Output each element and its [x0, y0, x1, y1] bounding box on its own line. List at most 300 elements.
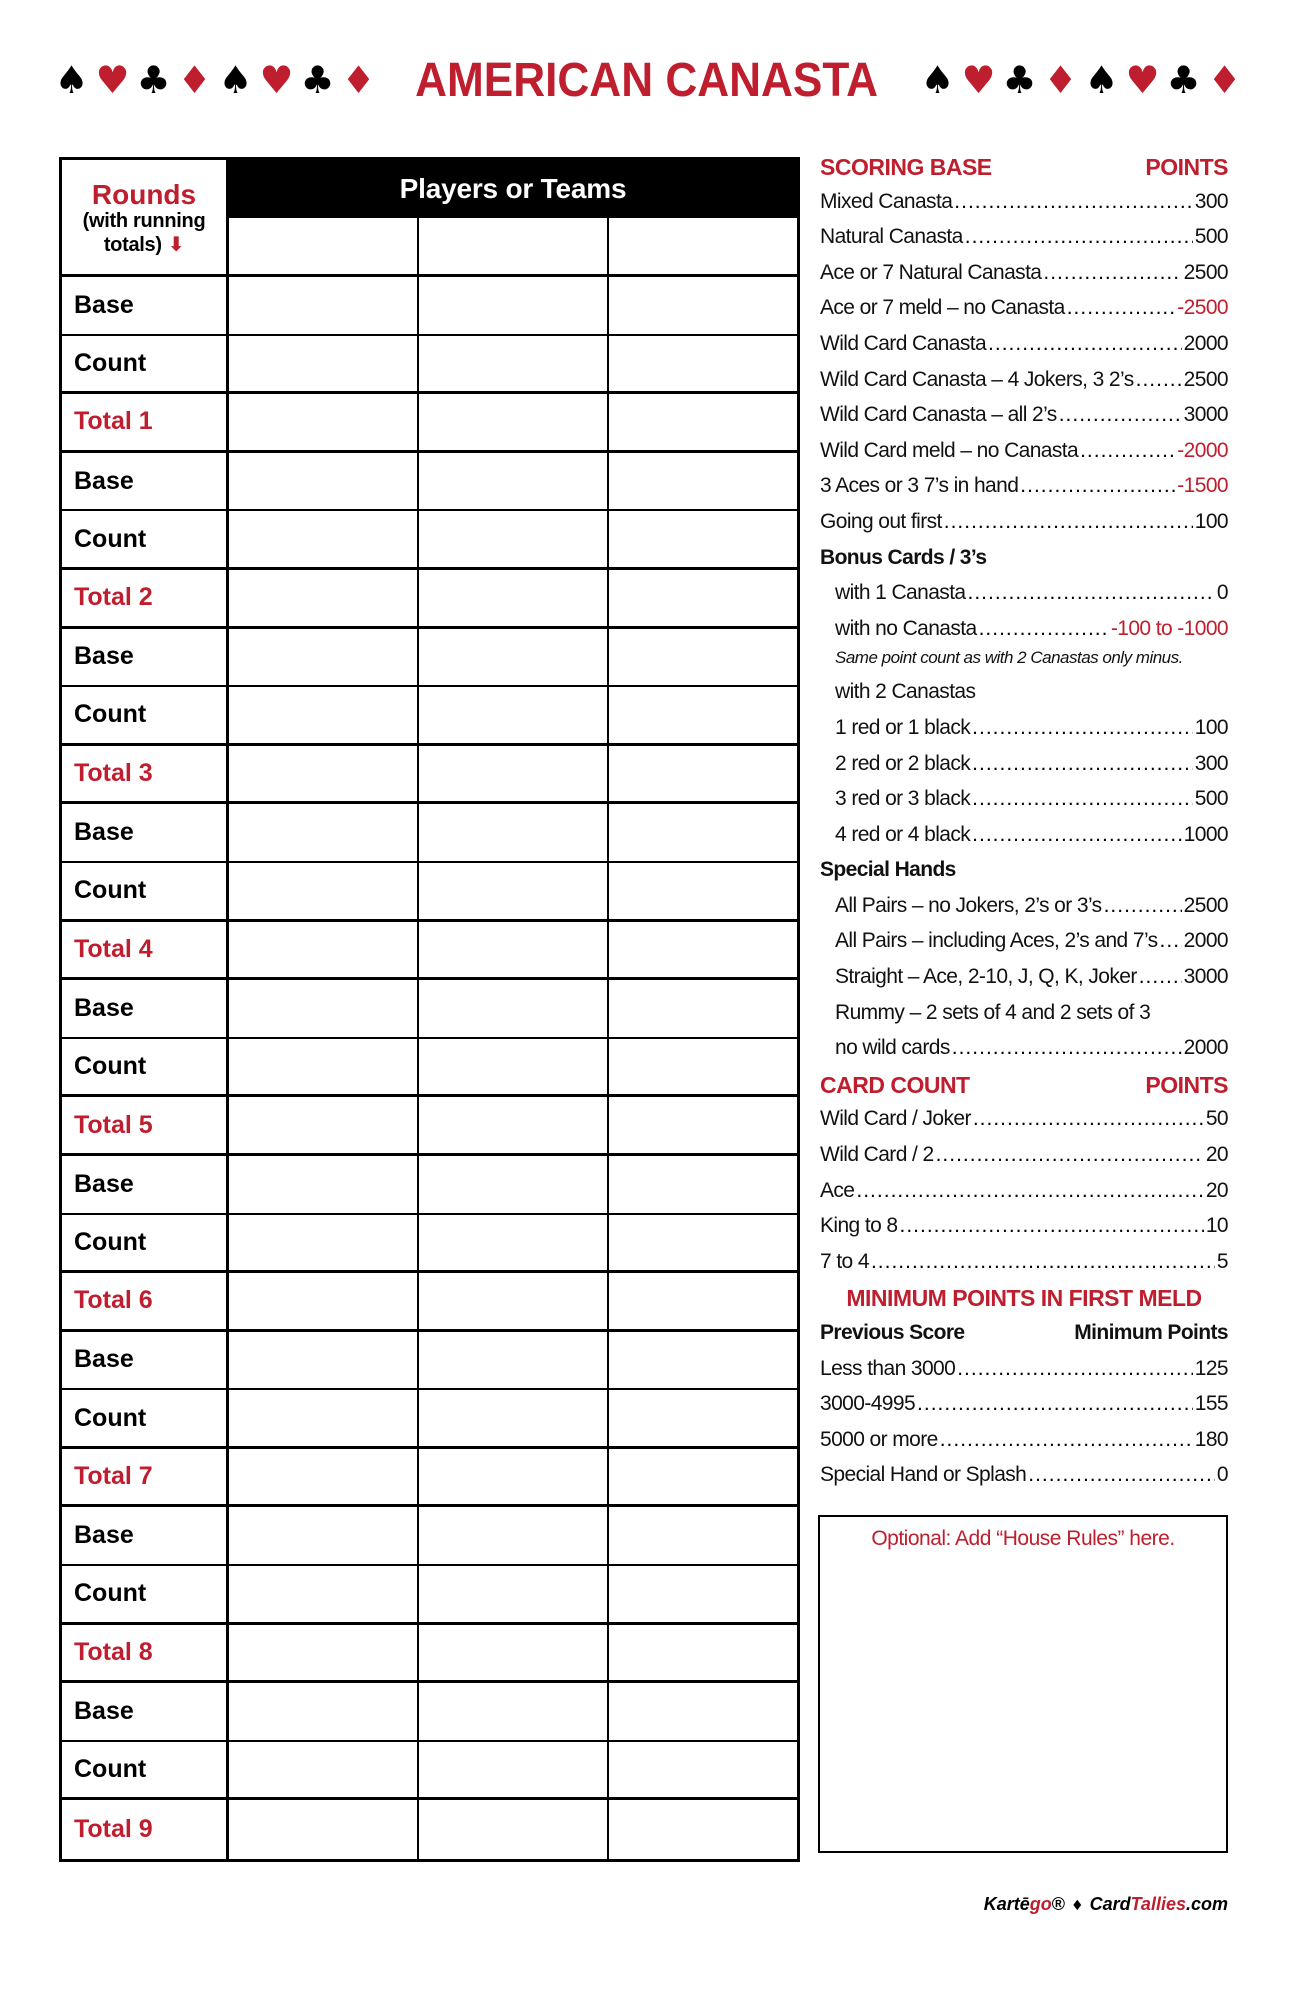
score-cell[interactable]: [229, 863, 419, 919]
score-cell[interactable]: [419, 746, 609, 802]
rule-line: [820, 1353, 1228, 1389]
dot-leader: [1043, 261, 1181, 285]
score-cell[interactable]: [229, 687, 419, 743]
dot-leader: [1160, 929, 1182, 953]
house-rules-label: Optional: Add “House Rules” here.: [871, 1527, 1175, 1550]
dot-leader: [973, 1107, 1204, 1131]
rule-points: 2000: [1183, 1036, 1228, 1060]
dot-leader: [972, 752, 1193, 776]
score-cell[interactable]: [419, 336, 609, 392]
dot-leader: [965, 225, 1193, 249]
row-label: Base: [62, 1507, 229, 1564]
rule-points: 0: [1216, 1463, 1228, 1487]
score-cell[interactable]: [609, 336, 797, 392]
rule-points: -1500: [1177, 474, 1228, 498]
table-row-base: [62, 629, 797, 688]
score-cell[interactable]: [609, 570, 797, 626]
rule-label: All Pairs – no Jokers, 2’s or 3’s: [835, 893, 1102, 917]
score-cell[interactable]: [229, 1507, 419, 1564]
score-cell[interactable]: [419, 1390, 609, 1446]
rule-points: 10: [1205, 1214, 1228, 1238]
dot-leader: [972, 716, 1193, 740]
rule-points: 2000: [1183, 929, 1228, 953]
spade-icon: ♠: [218, 58, 253, 102]
score-cell[interactable]: [419, 1683, 609, 1740]
score-cell[interactable]: [609, 1156, 797, 1213]
rule-points: -100 to -1000: [1110, 616, 1228, 640]
brand-part1: Kart: [983, 1894, 1020, 1914]
player-name-cell[interactable]: [609, 218, 797, 274]
section-title: CARD COUNT: [820, 1071, 970, 1098]
score-cell[interactable]: [419, 1566, 609, 1622]
score-cell[interactable]: [229, 1332, 419, 1389]
rule-label: no wild cards: [835, 1036, 950, 1060]
table-row-count: [62, 1215, 797, 1274]
score-cell[interactable]: [609, 1507, 797, 1564]
heart-icon: ♥: [1125, 58, 1160, 102]
spade-icon: ♠: [54, 58, 89, 102]
score-cell[interactable]: [229, 922, 419, 978]
section-points-label: POINTS: [1145, 154, 1228, 180]
score-cell[interactable]: [419, 1039, 609, 1095]
rule-line: [820, 506, 1228, 542]
rule-label: 2 red or 2 black: [835, 751, 971, 775]
score-cell[interactable]: [419, 1215, 609, 1271]
row-label: Base: [62, 980, 229, 1037]
rule-points: 2500: [1183, 260, 1228, 284]
row-label: Total 8: [62, 1625, 229, 1681]
score-cell[interactable]: [609, 804, 797, 861]
score-cell[interactable]: [419, 1507, 609, 1564]
rule-points: 1000: [1183, 822, 1228, 846]
rule-label: Wild Card / Joker: [820, 1107, 971, 1131]
rule-line: [820, 1388, 1228, 1424]
table-row-count: [62, 863, 797, 922]
table-row-total: [62, 746, 797, 805]
rule-line: [820, 292, 1228, 328]
row-label: Base: [62, 1156, 229, 1213]
club-icon: ♣: [300, 58, 335, 102]
table-row-base: [62, 1683, 797, 1742]
rule-text: with 2 Canastas: [835, 680, 976, 704]
row-label: Base: [62, 277, 229, 334]
rule-label: 4 red or 4 black: [835, 822, 971, 846]
dot-leader: [952, 1036, 1182, 1060]
rule-line: [820, 1032, 1228, 1068]
dot-leader: [972, 787, 1193, 811]
table-row-total: [62, 394, 797, 453]
score-cell[interactable]: [609, 1332, 797, 1389]
rule-line: [820, 221, 1228, 257]
row-label: Count: [62, 1742, 229, 1798]
table-row-base: [62, 980, 797, 1039]
score-cell[interactable]: [229, 1156, 419, 1213]
rule-line: [820, 925, 1228, 961]
rule-line: [820, 435, 1228, 471]
section-heading: [820, 1068, 1228, 1104]
score-cell[interactable]: [609, 746, 797, 802]
registered-mark: ®: [1051, 1894, 1066, 1914]
dot-leader: [1080, 439, 1175, 463]
rule-points: 50: [1205, 1107, 1228, 1131]
players-title: Players or Teams: [229, 160, 797, 218]
rule-line: [820, 819, 1228, 855]
rule-points: 300: [1194, 751, 1228, 775]
table-row-base: [62, 453, 797, 512]
arrow-down-icon: ⬇: [167, 231, 185, 256]
rule-line: [820, 613, 1228, 649]
score-cell[interactable]: [609, 394, 797, 450]
table-row-base: [62, 804, 797, 863]
rule-label: 5000 or more: [820, 1427, 938, 1451]
rule-points: 125: [1194, 1356, 1228, 1380]
dot-leader: [1059, 403, 1182, 427]
score-cell[interactable]: [419, 687, 609, 743]
table-row-total: [62, 1800, 797, 1859]
row-label: Count: [62, 1039, 229, 1095]
row-label: Count: [62, 511, 229, 567]
section-title: MINIMUM POINTS IN FIRST MELD: [846, 1285, 1202, 1312]
score-cell[interactable]: [609, 511, 797, 567]
rule-line: [820, 1459, 1228, 1495]
score-cell[interactable]: [229, 1800, 419, 1859]
row-label: Total 1: [62, 394, 229, 450]
table-row-total: [62, 922, 797, 981]
rule-points: 20: [1205, 1143, 1228, 1167]
row-label: Total 9: [62, 1800, 229, 1859]
diamond-separator-icon: ♦: [1071, 1898, 1084, 1914]
score-cell[interactable]: [609, 1683, 797, 1740]
left-suit-row: [54, 58, 376, 102]
row-label: Count: [62, 1215, 229, 1271]
rule-points: 155: [1194, 1392, 1228, 1416]
rule-points: 500: [1194, 787, 1228, 811]
score-cell[interactable]: [229, 1097, 419, 1153]
rule-points: 180: [1194, 1427, 1228, 1451]
footer-credit: [984, 1894, 1228, 1915]
rule-line: [820, 328, 1228, 364]
score-cell[interactable]: [609, 1625, 797, 1681]
score-cell[interactable]: [609, 980, 797, 1037]
row-label: Count: [62, 1390, 229, 1446]
dot-leader: [1104, 894, 1182, 918]
score-cell[interactable]: [229, 1683, 419, 1740]
table-row-total: [62, 570, 797, 629]
player-name-cell[interactable]: [419, 218, 609, 274]
table-row-count: [62, 1390, 797, 1449]
table-row-count: [62, 1039, 797, 1098]
score-cell[interactable]: [229, 1390, 419, 1446]
rule-label: Going out first: [820, 509, 942, 533]
table-row-base: [62, 1156, 797, 1215]
row-label: Base: [62, 1683, 229, 1740]
rounds-subtitle-2: totals): [103, 233, 162, 256]
row-label: Total 6: [62, 1273, 229, 1329]
rule-line: [820, 577, 1228, 613]
dot-leader: [917, 1392, 1193, 1416]
rule-label: 3 Aces or 3 7’s in hand: [820, 474, 1019, 498]
dot-leader: [871, 1250, 1215, 1274]
rule-label: Ace or 7 meld – no Canasta: [820, 296, 1065, 320]
dot-leader: [1136, 368, 1182, 392]
score-cell[interactable]: [609, 1390, 797, 1446]
rule-text: Rummy – 2 sets of 4 and 2 sets of 3: [835, 1000, 1151, 1024]
dot-leader: [972, 823, 1182, 847]
row-label: Total 4: [62, 922, 229, 978]
score-cell[interactable]: [609, 1800, 797, 1859]
rule-line: [820, 712, 1228, 748]
rule-line: [820, 399, 1228, 435]
right-suit-row: [920, 58, 1242, 102]
rule-points: 20: [1205, 1178, 1228, 1202]
row-label: Base: [62, 629, 229, 686]
rule-label: All Pairs – including Aces, 2’s and 7’s: [835, 929, 1158, 953]
rule-label: 3 red or 3 black: [835, 787, 971, 811]
house-rules-box[interactable]: [818, 1515, 1228, 1853]
rules-panel: [820, 150, 1228, 1495]
score-cell[interactable]: [229, 1625, 419, 1681]
rule-label: 3000-4995: [820, 1392, 916, 1416]
row-label: Count: [62, 1566, 229, 1622]
score-cell[interactable]: [419, 804, 609, 861]
table-row-base: [62, 1507, 797, 1566]
score-cell[interactable]: [609, 687, 797, 743]
rule-label: Natural Canasta: [820, 225, 963, 249]
score-cell[interactable]: [419, 277, 609, 334]
heart-icon: ♥: [259, 58, 294, 102]
score-cell[interactable]: [609, 1566, 797, 1622]
table-row-base: [62, 1332, 797, 1391]
score-cell[interactable]: [229, 511, 419, 567]
score-cell[interactable]: [229, 1566, 419, 1622]
row-label: Base: [62, 804, 229, 861]
score-cell[interactable]: [419, 1097, 609, 1153]
score-cell[interactable]: [609, 922, 797, 978]
table-row-count: [62, 511, 797, 570]
row-label: Count: [62, 336, 229, 392]
dot-leader: [936, 1143, 1204, 1167]
diamond-icon: ♦: [341, 58, 376, 102]
site-part3: .com: [1185, 1894, 1228, 1914]
score-cell[interactable]: [609, 1273, 797, 1329]
score-cell[interactable]: [229, 277, 419, 334]
score-cell[interactable]: [419, 1273, 609, 1329]
row-label: Total 5: [62, 1097, 229, 1153]
rule-line: [820, 1175, 1228, 1211]
rule-label: Wild Card Canasta – all 2’s: [820, 403, 1057, 427]
rule-label: Wild Card Canasta – 4 Jokers, 3 2’s: [820, 367, 1134, 391]
title-bar: [0, 48, 1294, 112]
diamond-icon: ♦: [1207, 58, 1242, 102]
club-icon: ♣: [1002, 58, 1037, 102]
rule-label: Special Hand or Splash: [820, 1463, 1027, 1487]
score-table: [59, 157, 800, 1862]
brand-e: ē: [1019, 1894, 1030, 1914]
rounds-title: Rounds: [91, 178, 197, 210]
subheading: [820, 1317, 1228, 1353]
rule-line: [820, 748, 1228, 784]
rule-points: 3000: [1183, 403, 1228, 427]
score-cell[interactable]: [419, 1742, 609, 1798]
score-cell[interactable]: [609, 277, 797, 334]
rounds-header: [62, 160, 229, 274]
score-cell[interactable]: [609, 453, 797, 510]
dot-leader: [1139, 965, 1182, 989]
rule-points: 500: [1194, 225, 1228, 249]
rule-line: [820, 961, 1228, 997]
dot-leader: [1028, 1463, 1215, 1487]
rule-line: [820, 470, 1228, 506]
score-cell[interactable]: [609, 1039, 797, 1095]
score-cell[interactable]: [229, 1449, 419, 1505]
rule-label: 1 red or 1 black: [835, 715, 971, 739]
dot-leader: [900, 1214, 1204, 1238]
table-row-total: [62, 1273, 797, 1332]
score-cell[interactable]: [229, 453, 419, 510]
rule-line: [820, 364, 1228, 400]
club-icon: ♣: [136, 58, 171, 102]
heart-icon: ♥: [961, 58, 996, 102]
score-cell[interactable]: [229, 629, 419, 686]
rule-points: 3000: [1183, 965, 1228, 989]
rule-line: [820, 1210, 1228, 1246]
site-part2: Tallies: [1130, 1894, 1186, 1914]
row-label: Total 7: [62, 1449, 229, 1505]
rule-note: Same point count as with 2 Canastas only minus.: [835, 648, 1183, 668]
score-cell[interactable]: [419, 1449, 609, 1505]
dot-leader: [1067, 296, 1176, 320]
rule-label: King to 8: [820, 1214, 898, 1238]
rule-label: Ace or 7 Natural Canasta: [820, 260, 1042, 284]
dot-leader: [940, 1428, 1193, 1452]
rule-label: Wild Card / 2: [820, 1143, 934, 1167]
rule-line: [820, 186, 1228, 222]
rule-points: 2500: [1183, 367, 1228, 391]
score-cell[interactable]: [419, 629, 609, 686]
rule-line: [820, 1424, 1228, 1460]
players-header: [229, 160, 797, 274]
row-label: Total 3: [62, 746, 229, 802]
row-label: Count: [62, 863, 229, 919]
score-cell[interactable]: [419, 1332, 609, 1389]
rule-line: [820, 1246, 1228, 1282]
spade-icon: ♠: [920, 58, 955, 102]
dot-leader: [979, 617, 1109, 641]
row-label: Total 2: [62, 570, 229, 626]
table-row-count: [62, 336, 797, 395]
table-row-total: [62, 1449, 797, 1508]
spade-icon: ♠: [1084, 58, 1119, 102]
dot-leader: [968, 581, 1215, 605]
rule-points: 100: [1194, 715, 1228, 739]
score-cell[interactable]: [229, 570, 419, 626]
rule-label: Ace: [820, 1178, 855, 1202]
table-row-count: [62, 1566, 797, 1625]
row-label: Base: [62, 453, 229, 510]
subheading-label: Special Hands: [820, 858, 956, 882]
table-row-total: [62, 1625, 797, 1684]
rule-label: Less than 3000: [820, 1356, 956, 1380]
page-title: AMERICAN CANASTA: [415, 53, 879, 107]
score-cell[interactable]: [419, 922, 609, 978]
rule-label: 7 to 4: [820, 1249, 869, 1273]
score-cell[interactable]: [419, 1156, 609, 1213]
score-cell[interactable]: [609, 629, 797, 686]
score-cell[interactable]: [229, 336, 419, 392]
rule-label: with 1 Canasta: [835, 581, 966, 605]
score-cell[interactable]: [229, 980, 419, 1037]
player-name-cell[interactable]: [229, 218, 419, 274]
rule-points: 300: [1194, 189, 1228, 213]
score-cell[interactable]: [419, 1800, 609, 1859]
rule-points: 2500: [1183, 893, 1228, 917]
rule-points: 2000: [1183, 331, 1228, 355]
dot-leader: [954, 190, 1192, 214]
rule-line: [820, 1103, 1228, 1139]
player-name-row: [229, 218, 797, 274]
subheading: [820, 854, 1228, 890]
brand-part2: go: [1029, 1894, 1052, 1914]
rule-label: Wild Card Canasta: [820, 331, 987, 355]
rule-points: 5: [1216, 1249, 1228, 1273]
score-cell[interactable]: [609, 1449, 797, 1505]
row-label: Count: [62, 687, 229, 743]
score-cell[interactable]: [609, 863, 797, 919]
diamond-icon: ♦: [177, 58, 212, 102]
rule-line: [820, 257, 1228, 293]
table-row-count: [62, 1742, 797, 1801]
rule-line: [820, 890, 1228, 926]
row-label: Base: [62, 1332, 229, 1389]
score-cell[interactable]: [229, 1039, 419, 1095]
score-cell[interactable]: [419, 453, 609, 510]
score-cell[interactable]: [229, 1273, 419, 1329]
score-cell[interactable]: [609, 1097, 797, 1153]
rounds-subtitle-2-row: [104, 233, 184, 257]
score-cell[interactable]: [419, 1625, 609, 1681]
score-cell[interactable]: [229, 1742, 419, 1798]
table-row-count: [62, 687, 797, 746]
site-part1: Card: [1089, 1894, 1131, 1914]
score-cell[interactable]: [419, 980, 609, 1037]
score-cell[interactable]: [229, 746, 419, 802]
score-cell[interactable]: [419, 394, 609, 450]
score-cell[interactable]: [229, 394, 419, 450]
club-icon: ♣: [1166, 58, 1201, 102]
section-heading: [820, 1281, 1228, 1317]
table-body: [62, 277, 797, 1859]
dot-leader: [957, 1357, 1193, 1381]
rule-label: Mixed Canasta: [820, 189, 953, 213]
score-cell[interactable]: [609, 1742, 797, 1798]
subheading-label: Previous Score: [820, 1321, 965, 1344]
rule-label: Wild Card meld – no Canasta: [820, 438, 1079, 462]
rounds-subtitle-1: (with running: [82, 209, 206, 232]
rule-line: [820, 783, 1228, 819]
score-cell[interactable]: [609, 1215, 797, 1271]
score-cell[interactable]: [419, 570, 609, 626]
score-cell[interactable]: [229, 804, 419, 861]
dot-leader: [944, 510, 1193, 534]
table-header: [62, 160, 797, 277]
dot-leader: [988, 332, 1182, 356]
score-cell[interactable]: [419, 511, 609, 567]
rule-points: -2000: [1177, 438, 1228, 462]
score-cell[interactable]: [229, 1215, 419, 1271]
subheading-right-label: Minimum Points: [1074, 1321, 1228, 1344]
rule-points: 100: [1194, 509, 1228, 533]
score-cell[interactable]: [419, 863, 609, 919]
